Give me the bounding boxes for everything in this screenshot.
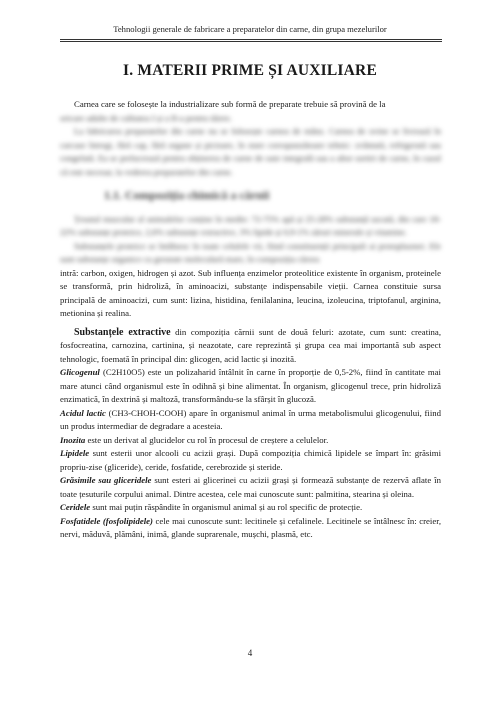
fats-text: sunt esteri ai glicerinei cu acizii grași și formează substanțe de rezervă aflate în toate țesuturile corpului animal. Dintre acestea, cele mai cunoscute sunt: palmitina, stearina și oleina. <box>60 475 441 499</box>
proteins-paragraph <box>60 240 441 267</box>
extractives-lead: Substanțele extractive <box>74 326 171 338</box>
document-body <box>60 98 441 542</box>
glycogen-paragraph <box>60 366 441 407</box>
running-header: Tehnologii generale de fabricare a preparatelor din carne, din grupa mezelurilor <box>113 24 387 34</box>
composition-paragraph: Țesutul muscular al animalelor conține în medie: 72-75% apă și 25-28% substanță uscată, din care 18-22% substanțe proteice, 2,6% substanțe extractive, 3% lipide și 0,9-1% săruri minerale și vitamine. <box>60 213 441 237</box>
glycogen-lead: Glicogenul <box>60 367 100 377</box>
intro-paragraph: Carnea care se folosește la industrializare sub formă de preparate trebuie să provină de la <box>74 99 386 109</box>
page-number: 4 <box>247 648 253 658</box>
lactic-acid-text: (CH3-CHOH-COOH) apare în organismul animal în urma metabolismului glicogenului, fiind un produs intermediar de degradare a acesteia. <box>60 407 441 431</box>
lipids-lead: Lipidele <box>60 448 90 458</box>
waxes-lead: Ceridele <box>60 502 91 512</box>
proteins-text: intră: carbon, oxigen, hidrogen și azot. Sub influența enzimelor proteolitice existente în organism, proteinele se transformă, prin hidroliză, în aminoacizi, substanțe indispensabile vieții. Carnea constituie sursa principală de aminoacizi, cum sunt: lizina, histidina, fenilalanina, leucina, izoleucina, triptofanul, arginina, metionina și realina. <box>60 267 441 318</box>
phosphatides-text: cele mai cunoscute sunt: lecitinele și cefalinele. Lecitinele se întâlnesc în: creier, nervi, măduvă, plămâni, inimă, glande suprarenale, mușchi, plasmă, etc. <box>60 515 442 539</box>
proteins-lead: Substanțele proteice <box>74 240 146 251</box>
lactic-acid-lead: Acidul lactic <box>60 407 106 418</box>
extractives-text: din compoziția cărnii sunt de două feluri: azotate, cum sunt: creatina, fosfocreatina, carnozina, cartinina, și neazotate, care reprezintă și grupa cea mai importantă sub aspect tehnologic, foemată în principal din: glicogen, acid lactic și inozită. <box>60 326 442 364</box>
inositol-lead: Inozita <box>60 434 86 445</box>
lipids-paragraph <box>60 447 441 474</box>
proteins-blurred-text: se întâlnesc în toate celulele vii, fiind constituenții principali ai protoplasmei. Ele sunt substanțe organice cu greutate moleculară mare, în compoziția cărora <box>60 240 441 264</box>
intro-blurred-paragraph: La fabricarea preparatelor din carne nu se folosește carnea de mânz. Carnea de ovine se livrează în carcase întregi, fără cap, fără organe și picioare, în stare corespunzătoare tehnic: zvântată, refrigerată sau congelată. Ea se prelucrează pentru obținerea de carne de oaie integrală sau a altor sortiri de carne, în cazul că este necesar, la vederea preparatelor din carne. <box>60 126 441 177</box>
waxes-text: sunt mai puțin răspândite în organismul animal și au rol specific de protecție. <box>92 502 363 512</box>
lactic-acid-paragraph <box>60 407 441 434</box>
header-rule <box>60 39 442 42</box>
fats-paragraph <box>60 474 441 501</box>
fats-lead: Grăsimile sau gliceridele <box>60 475 152 485</box>
section-title: 1.1. Compoziția chimică a cărnii <box>104 188 270 202</box>
inositol-text: este un derivat al glucidelor cu rol în procesul de creștere a celulelor. <box>87 434 329 445</box>
lipids-text: sunt esterii unor alcooli cu acizii grași. După compoziția chimică lipidele se împart în: grăsimi propriu-zise (gliceride), ceride, fosfatide, cerebrozide și steride. <box>60 448 441 472</box>
chapter-title: I. MATERII PRIME ȘI AUXILIARE <box>123 62 377 79</box>
glycogen-text: (C2H10O5) este un polizaharid întâlnit în carne în proporție de 0,5-2%, fiind în cantitate mai mare atunci când organismul este în odihnă și bine alimentat. În organism, glicogenul trece, prin hidroliză enzimatică, în dextrină și maltoză, transformându-se la sfârșit în glucoză. <box>60 367 441 404</box>
intro-blurred-line: oricare adulte de calitatea I și a II-a pentru tăiere. <box>60 112 232 123</box>
phosphatides-lead: Fosfatidele (fosfolipidele) <box>60 515 153 526</box>
phosphatides-paragraph <box>60 515 441 542</box>
waxes-paragraph <box>60 501 441 515</box>
inositol-paragraph <box>60 434 441 448</box>
extractives-paragraph <box>60 326 441 367</box>
